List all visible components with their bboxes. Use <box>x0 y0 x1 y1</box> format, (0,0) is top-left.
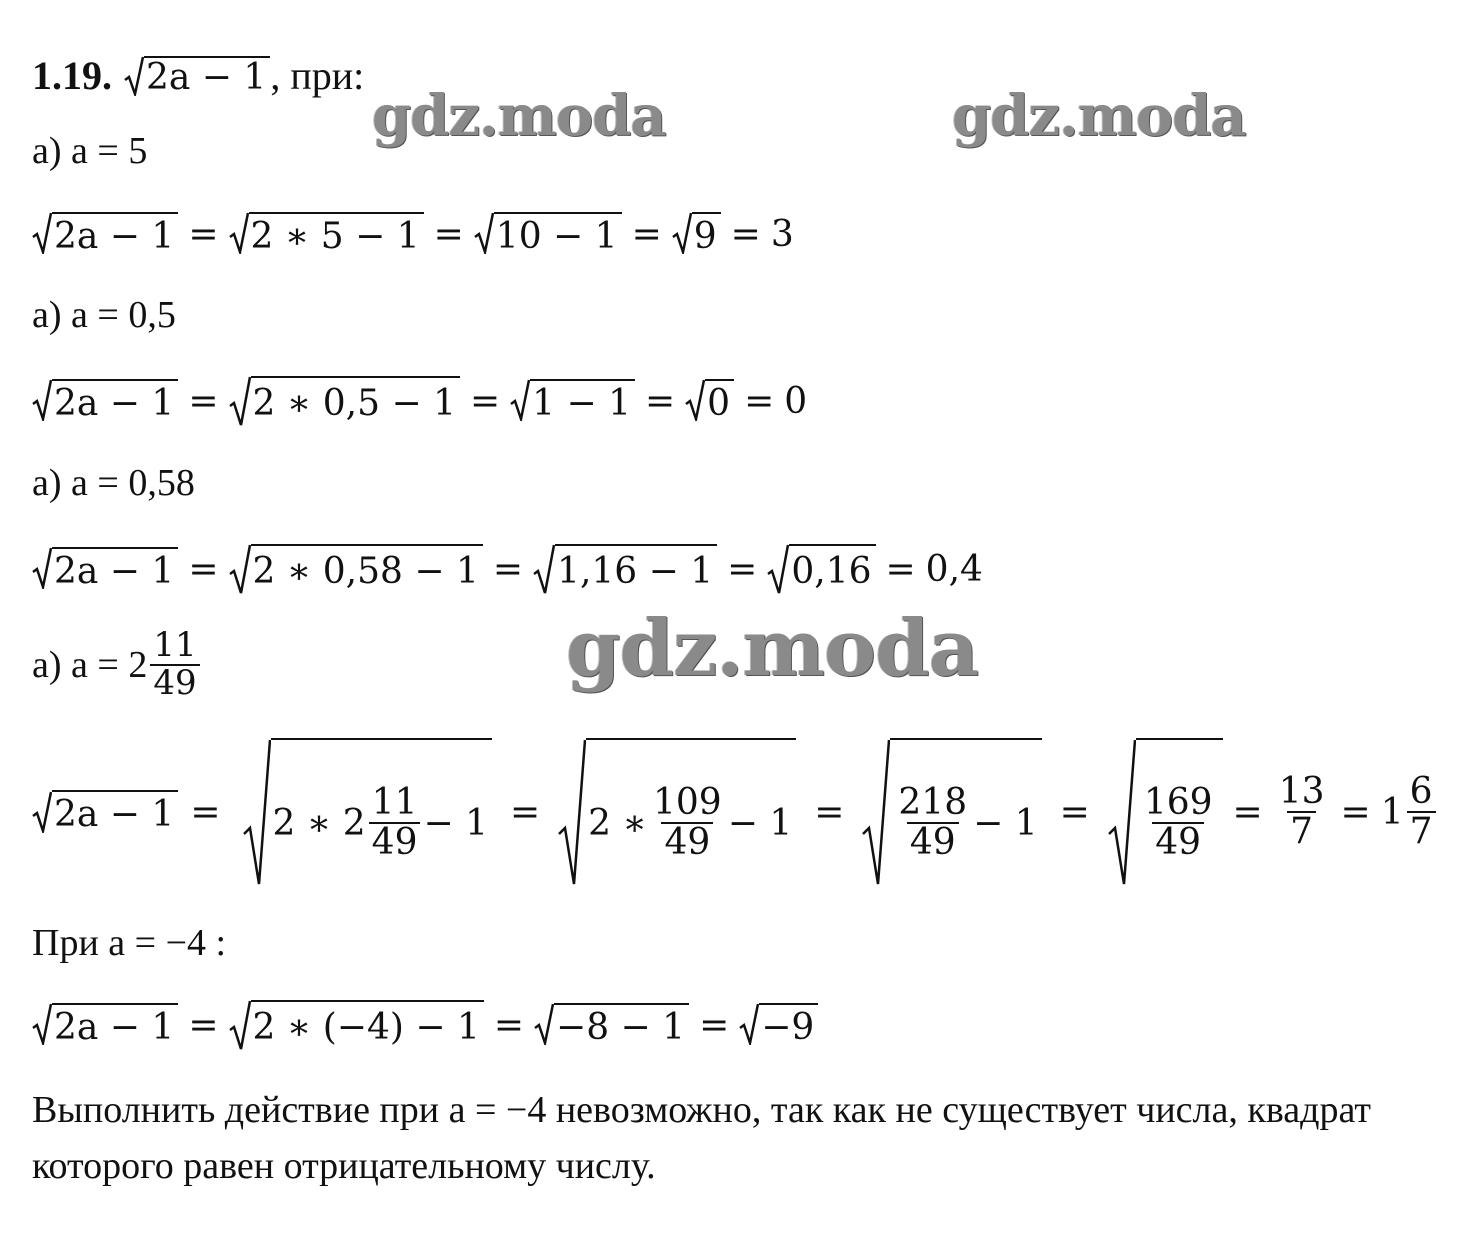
header-radicand: 2a − 1 <box>144 56 270 96</box>
case-4-lhs: 2a − 1 <box>52 790 178 835</box>
problem-header <box>32 52 364 99</box>
case-4-term3: $\frac{218}{49}$ − 1 <box>862 738 1041 886</box>
watermark-1: gdz.moda <box>372 83 666 149</box>
case-5-step1: 2 ∗ (−4) − 1 <box>251 1000 484 1050</box>
case-4-label-fraction: $\frac{11}{49}$ <box>150 628 199 701</box>
case-4-result-fraction: $\frac{13}{7}$ <box>1278 771 1325 852</box>
case-3-result: 0,4 <box>925 548 983 590</box>
case-2-label: а) a = 0,5 <box>32 294 176 336</box>
case-4-label-prefix: а) a = 2 <box>32 643 148 686</box>
case-1-label: а) a = 5 <box>32 130 148 172</box>
case-4-term2: 2 ∗ $\frac{109}{49}$ − 1 <box>558 738 796 886</box>
case-5-step3: −9 <box>759 1003 818 1048</box>
case-4-result-mixed: $\frac{6}{7}$ <box>1407 773 1436 851</box>
watermark-2: gdz.moda <box>952 83 1246 149</box>
case-1-step1: 2 ∗ 5 − 1 <box>249 212 424 257</box>
header-radical <box>124 56 270 96</box>
case-3-step1: 2 ∗ 0,58 − 1 <box>251 544 483 594</box>
case-5-step2: −8 − 1 <box>554 1003 689 1048</box>
case-2-equation: 2a − 1 = 2 ∗ 0,5 − 1 = 1 − 1 = 0 = 0 <box>32 376 807 426</box>
case-3-equation: 2a − 1 = 2 ∗ 0,58 − 1 = 1,16 − 1 = 0,16 = 0,4 <box>32 544 983 594</box>
header-suffix: , при: <box>270 53 365 98</box>
case-3-lhs: 2a − 1 <box>52 547 178 592</box>
case-4-label <box>32 625 203 703</box>
case-1-equation: 2a − 1 = 2 ∗ 5 − 1 = 10 − 1 = 9 = 3 <box>32 212 794 257</box>
case-4-result-whole: 1 <box>1380 791 1404 833</box>
case-1-result: 3 <box>770 214 794 255</box>
case-2-step2: 1 − 1 <box>530 379 635 424</box>
case-4-term1: 2 ∗ 2 $\frac{11}{49}$ − 1 <box>243 738 493 886</box>
case-1-lhs: 2a − 1 <box>52 212 178 257</box>
case-4-term4: $\frac{169}{49}$ <box>1108 738 1223 886</box>
case-5-equation: 2a − 1 = 2 ∗ (−4) − 1 = −8 − 1 = −9 <box>32 1000 818 1050</box>
case-3-step2: 1,16 − 1 <box>555 544 717 594</box>
case-1-step3: 9 <box>692 212 721 257</box>
case-2-step3: 0 <box>705 379 734 424</box>
case-2-lhs: 2a − 1 <box>52 379 178 424</box>
case-3-label: а) a = 0,58 <box>32 462 195 504</box>
case-1-step2: 10 − 1 <box>494 212 622 257</box>
problem-number: 1.19. <box>32 53 112 98</box>
case-5-lhs: 2a − 1 <box>52 1003 178 1048</box>
case-4-equation: 2a − 1 = 2 ∗ 2 $\frac{11}{49}$ − 1 = 2 ∗ $\frac{109}{49}$ − 1 = $\frac{218}{49}$ − 1 = $\frac{169}{49}$ = $\frac{13}{7}$ = 1 $\frac{6}{7}$ <box>32 738 1439 886</box>
case-5-label: При a = −4 : <box>32 922 227 964</box>
case-2-result: 0 <box>784 380 808 422</box>
watermark-3: gdz.moda <box>566 603 979 694</box>
case-2-step1: 2 ∗ 0,5 − 1 <box>251 376 460 426</box>
conclusion-text: Выполнить действие при a = −4 невозможно, так как не существует числа, квадрат которого равен отрицательному числу. <box>32 1089 1371 1187</box>
case-3-step3: 0,16 <box>789 544 875 594</box>
